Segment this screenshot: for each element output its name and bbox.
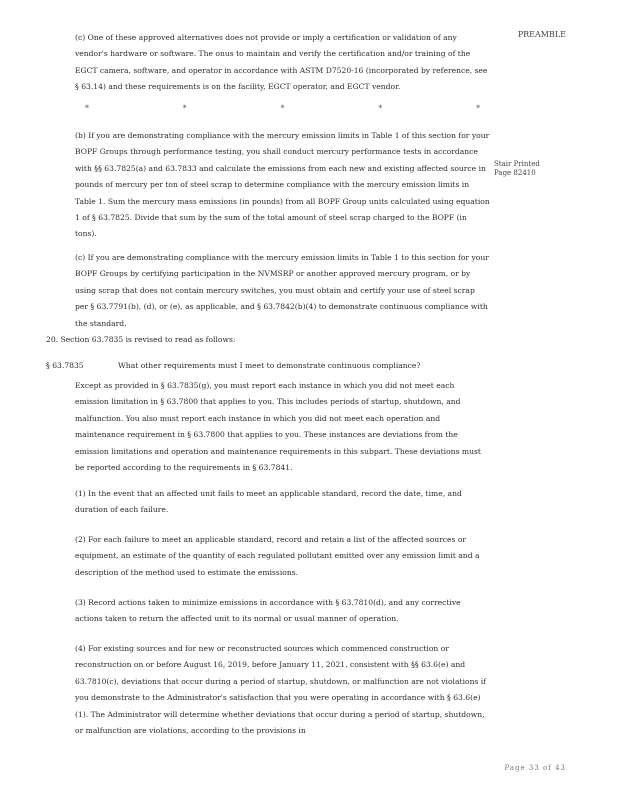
asterisk-mark: * bbox=[378, 104, 383, 113]
paragraph-4: (4) For existing sources and for new or reconstructed sources which commenced construction or reconstruction on or before August 16, 2019, before January 11, 2021, consistent with §§ 63.6(e) and 63.7810(c), deviations that occur during a period of startup, shutdown, or malfunction are not violations if you demonstrate to the Administrator's satisfaction that you were operating in accordance with § 63.6(e)(1). The Administrator will determine whether deviations that occur during a period of startup, shutdown, or malfunction are violations, according to the provisions in bbox=[75, 644, 487, 736]
paragraph-intro: Except as provided in § 63.7835(g), you must report each instance in which you did not meet each emission limitation in § 63.7800 that applies to you. This includes periods of startup, shutdown, and malfunction. You also must report each instance in which you did not meet each operation and maintenance requirement in § 63.7800 that applies to you. These instances are deviations from the emission limitations and operation and maintenance requirements in this subpart. These deviations must be reported according to the requirements in § 63.7841. bbox=[75, 381, 481, 473]
asterisk-mark: * bbox=[85, 104, 89, 113]
asterisk-mark: * bbox=[182, 104, 187, 113]
page-id: PREAMBLE bbox=[517, 30, 566, 39]
paragraph-3: (3) Record actions taken to minimize emissions in accordance with § 63.7810(d), and any corrective actions taken to return the affected unit to its normal or usual manner of operation. bbox=[75, 598, 461, 624]
paragraph-2: (2) For each failure to meet an applicable standard, record and retain a list of the affected sources or equipment, an estimate of the quantity of each regulated pollutant emitted over any emission limit and a description of the method used to estimate the emissions. bbox=[75, 535, 480, 577]
section-number: § 63.7835 bbox=[46, 361, 84, 370]
asterisk-mark: * bbox=[476, 104, 480, 113]
paragraph-c: (c) If you are demonstrating compliance with the mercury emission limits in Table 1 to this section for your BOPF Groups by certifying participation in the NVMSRP or another approved mercury program, or by using scrap that does not contain mercury switches, you must obtain and certify your use of steel scrap per § 63.7791(b), (d), or (e), as applicable, and § 63.7842(b)(4) to demonstrate continuous compliance with the standard. bbox=[75, 253, 489, 328]
section-break-marks bbox=[75, 104, 490, 113]
asterisk-mark: * bbox=[280, 104, 285, 113]
paragraph-top: (c) One of these approved alternatives does not provide or imply a certification or validation of any vendor's hardware or software. The onus to maintain and verify the certification and/or training of the EGCT camera, software, and operator in accordance with ASTM D7520-16 (incorporated by reference, see § 63.14) and these requirements is on the facility, EGCT operator, and EGCT vendor. bbox=[75, 33, 488, 92]
margin-note: Stair Printed Page 82410 bbox=[494, 160, 540, 177]
page-footer: Page 33 of 43 bbox=[504, 764, 566, 772]
paragraph-1: (1) In the event that an affected unit fails to meet an applicable standard, record the date, time, and duration of each failure. bbox=[75, 489, 462, 515]
section-question: What other requirements must I meet to demonstrate continuous compliance? bbox=[118, 361, 421, 370]
amendment-instruction: 20. Section 63.7835 is revised to read as follows: bbox=[46, 335, 236, 344]
section-heading bbox=[46, 361, 496, 370]
paragraph-b: (b) If you are demonstrating compliance with the mercury emission limits in Table 1 of this section for your BOPF Groups through performance testing, you shall conduct mercury performance tests in accordance with §§ 63.7825(a) and 63.7833 and calculate the emissions from each new and existing affected source in pounds of mercury per ton of steel scrap to determine compliance with the mercury emission limits in Table 1. Sum the mercury mass emissions (in pounds) from all BOPF Group units calculated using equation 1 of § 63.7825. Divide that sum by the sum of the total amount of steel scrap charged to the BOPF (in tons). bbox=[75, 131, 490, 239]
